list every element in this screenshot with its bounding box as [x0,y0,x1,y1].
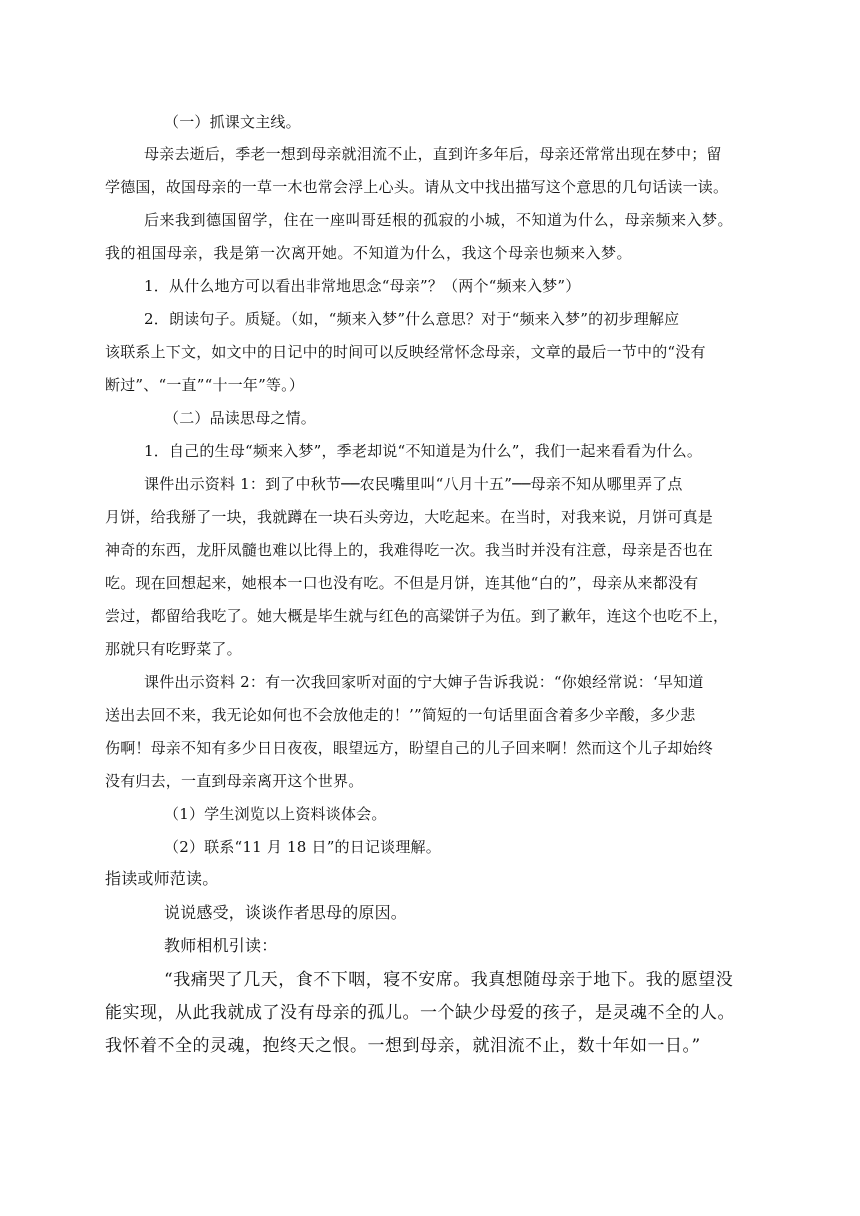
material-line: 课件出示资料 2：有一次我回家听对面的宁大婶子告诉我说：“你娘经常说：‘早知道 [144,673,704,691]
step-line: 说说感受，谈谈作者思母的原因。 [164,903,408,922]
question-line: 1．自己的生母“频来入梦”，季老却说“不知道是为什么”，我们一起来看看为什么。 [144,442,703,460]
question-line: 2．朗读句子。质疑。（如，“频来入梦”什么意思？对于“频来入梦”的初步理解应 [144,310,680,328]
quote-line: “我痛哭了几天，食不下咽，寝不安席。我真想随母亲于地下。我的愿望没 [164,970,734,990]
step-line: （1）学生浏览以上资料谈体会。 [164,805,387,823]
step-line: （2）联系“11 月 18 日”的日记谈理解。 [164,838,441,856]
section-heading-2: （二）品读思母之情。 [164,409,317,427]
material-line: 月饼，给我掰了一块，我就蹲在一块石头旁边，大吃起来。在当时，对我来说，月饼可真是 [105,508,714,526]
paragraph-line: 断过”、“一直”“十一年”等。） [105,376,305,394]
section-heading-1: （一）抓课文主线。 [164,113,301,131]
paragraph-line: 该联系上下文，如文中的日记中的时间可以反映经常怀念母亲，文章的最后一节中的“没有 [105,343,706,361]
quote-line: 我的祖国母亲，我是第一次离开她。不知道为什么，我这个母亲也频来入梦。 [105,244,633,262]
paragraph-line: 学德国，故国母亲的一草一木也常会浮上心头。请从文中找出描写这个意思的几句话读一读。 [105,178,729,196]
material-line: 吃。现在回想起来，她根本一口也没有吃。不但是月饼，连其他“白的”，母亲从来都没有 [105,574,699,592]
material-line: 那就只有吃野菜了。 [105,640,242,658]
material-line: 神奇的东西，龙肝凤髓也难以比得上的，我难得吃一次。我当时并没有注意，母亲是否也在 [105,541,714,559]
material-line: 尝过，都留给我吃了。她大概是毕生就与红色的高粱饼子为伍。到了歉年，连这个也吃不上， [105,607,729,625]
paragraph-line: 母亲去逝后，季老一想到母亲就泪流不止，直到许多年后，母亲还常常出现在梦中；留 [144,145,722,163]
quote-line: 后来我到德国留学，住在一座叫哥廷根的孤寂的小城，不知道为什么，母亲频来入梦。 [144,211,734,229]
question-line: 1．从什么地方可以看出非常地思念“母亲”？（两个“频来入梦”） [144,277,581,295]
material-line: 没有归去，一直到母亲离开这个世界。 [105,772,364,790]
material-line: 送出去回不来，我无论如何也不会放他走的！’”简短的一句话里面含着多少辛酸，多少悲 [105,706,696,724]
step-line: 教师相机引读： [164,936,278,955]
quote-line: 我怀着不全的灵魂，抱终天之恨。一想到母亲，就泪流不止，数十年如一日。” [105,1036,701,1056]
material-line: 课件出示资料 1：到了中秋节──农民嘴里叫“八月十五”──母亲不知从哪里弄了点 [144,475,683,493]
quote-line: 能实现，从此我就成了没有母亲的孤儿。一个缺少母爱的孩子，是灵魂不全的人。 [105,1003,735,1023]
material-line: 伤啊！母亲不知有多少日日夜夜，眼望远方，盼望自己的儿子回来啊！然而这个儿子却始终 [105,739,714,757]
step-line: 指读或师范读。 [105,869,219,888]
